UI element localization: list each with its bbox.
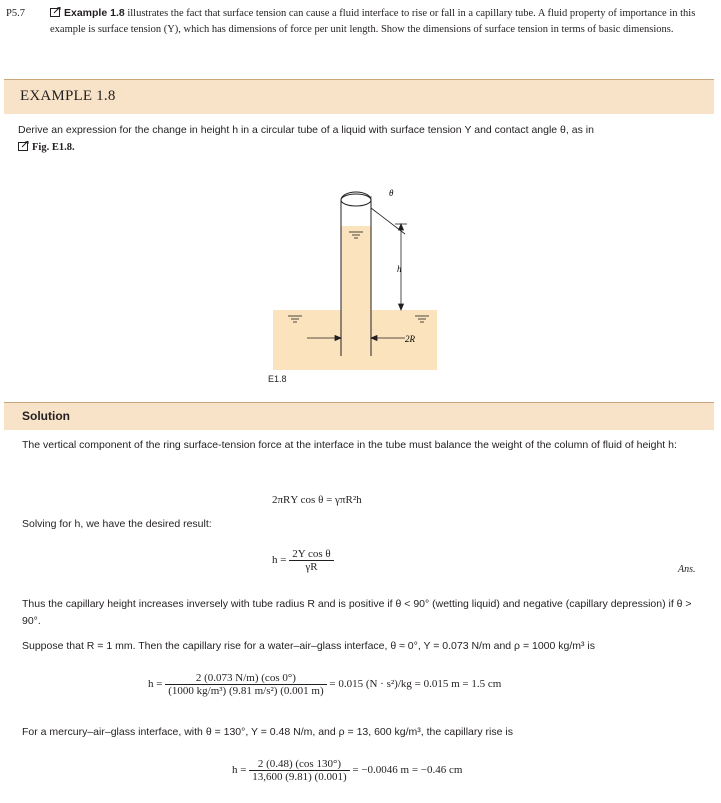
- equation-2-lhs: h =: [272, 554, 287, 567]
- figure-caption: E1.8: [268, 374, 287, 384]
- tube-liquid: [341, 226, 371, 310]
- 2r-label: 2R: [405, 334, 415, 344]
- solution-paragraph-3: Thus the capillary height increases inversely with tube radius R and is positive if θ < 90° (wetting liquid) and negative (capillary depression) if θ > 90°.: [22, 598, 692, 627]
- h-label: h: [397, 264, 402, 274]
- figure-link[interactable]: Fig. E1.8.: [32, 142, 75, 153]
- example-title: EXAMPLE 1.8: [20, 88, 116, 104]
- answer-tag: Ans.: [678, 564, 696, 575]
- problem-body: illustrates the fact that surface tension can cause a fluid interface to rise or fall in a capillary tube. A fluid property of importance in this example is surface tension (Υ), which has dimensions of force per unit length. Show the dimensions of surface tension in terms of basic dimensions.: [50, 8, 696, 35]
- equation-4-numerator: 2 (0.48) (cos 130°): [249, 758, 349, 771]
- equation-2-numerator: 2Υ cos θ: [289, 548, 333, 561]
- external-link-icon[interactable]: [50, 7, 61, 17]
- tube-opening: [341, 194, 371, 206]
- equation-1: 2πRΥ cos θ = γπR²h: [272, 494, 362, 506]
- equation-3: [148, 672, 501, 697]
- equation-4-rhs: = −0.0046 m = −0.46 cm: [352, 764, 463, 777]
- problem-text: [50, 6, 714, 37]
- example-prompt-text: Derive an expression for the change in height h in a circular tube of a liquid with surface tension Υ and contact angle θ, as in: [18, 124, 594, 136]
- equation-2: [272, 548, 334, 573]
- problem-number: P5.7: [6, 8, 25, 19]
- equation-3-denominator: (1000 kg/m³) (9.81 m/s²) (0.001 m): [168, 685, 324, 697]
- equation-4: [232, 758, 462, 783]
- theta-label: θ: [389, 188, 394, 198]
- equation-3-numerator: 2 (0.073 N/m) (cos 0°): [165, 672, 326, 685]
- equation-4-denominator: 13,600 (9.81) (0.001): [252, 771, 347, 783]
- example-link[interactable]: Example 1.8: [64, 7, 125, 19]
- solution-paragraph-5: For a mercury–air–glass interface, with θ = 130°, Υ = 0.48 N/m, and ρ = 13, 600 kg/m³, the capillary rise is: [22, 726, 513, 738]
- capillary-diagram: [255, 166, 455, 388]
- example-prompt: [18, 122, 698, 156]
- equation-3-rhs: = 0.015 (N · s²)/kg = 0.015 m = 1.5 cm: [329, 678, 502, 691]
- equation-3-lhs: h =: [148, 678, 163, 691]
- solution-paragraph-2: Solving for h, we have the desired result:: [22, 518, 212, 530]
- problem-statement: [6, 6, 714, 37]
- solution-paragraph-4: Suppose that R = 1 mm. Then the capillary rise for a water–air–glass interface, θ ≈ 0°, Υ = 0.073 N/m and ρ = 1000 kg/m³ is: [22, 640, 596, 652]
- example-header: [4, 79, 714, 114]
- external-link-icon[interactable]: [18, 141, 29, 151]
- equation-2-denominator: γR: [305, 561, 318, 573]
- solution-paragraph-1: The vertical component of the ring surface-tension force at the interface in the tube must balance the weight of the column of fluid of height h:: [22, 439, 677, 451]
- solution-title: Solution: [22, 409, 70, 423]
- equation-4-lhs: h =: [232, 764, 247, 777]
- solution-header: [4, 402, 714, 430]
